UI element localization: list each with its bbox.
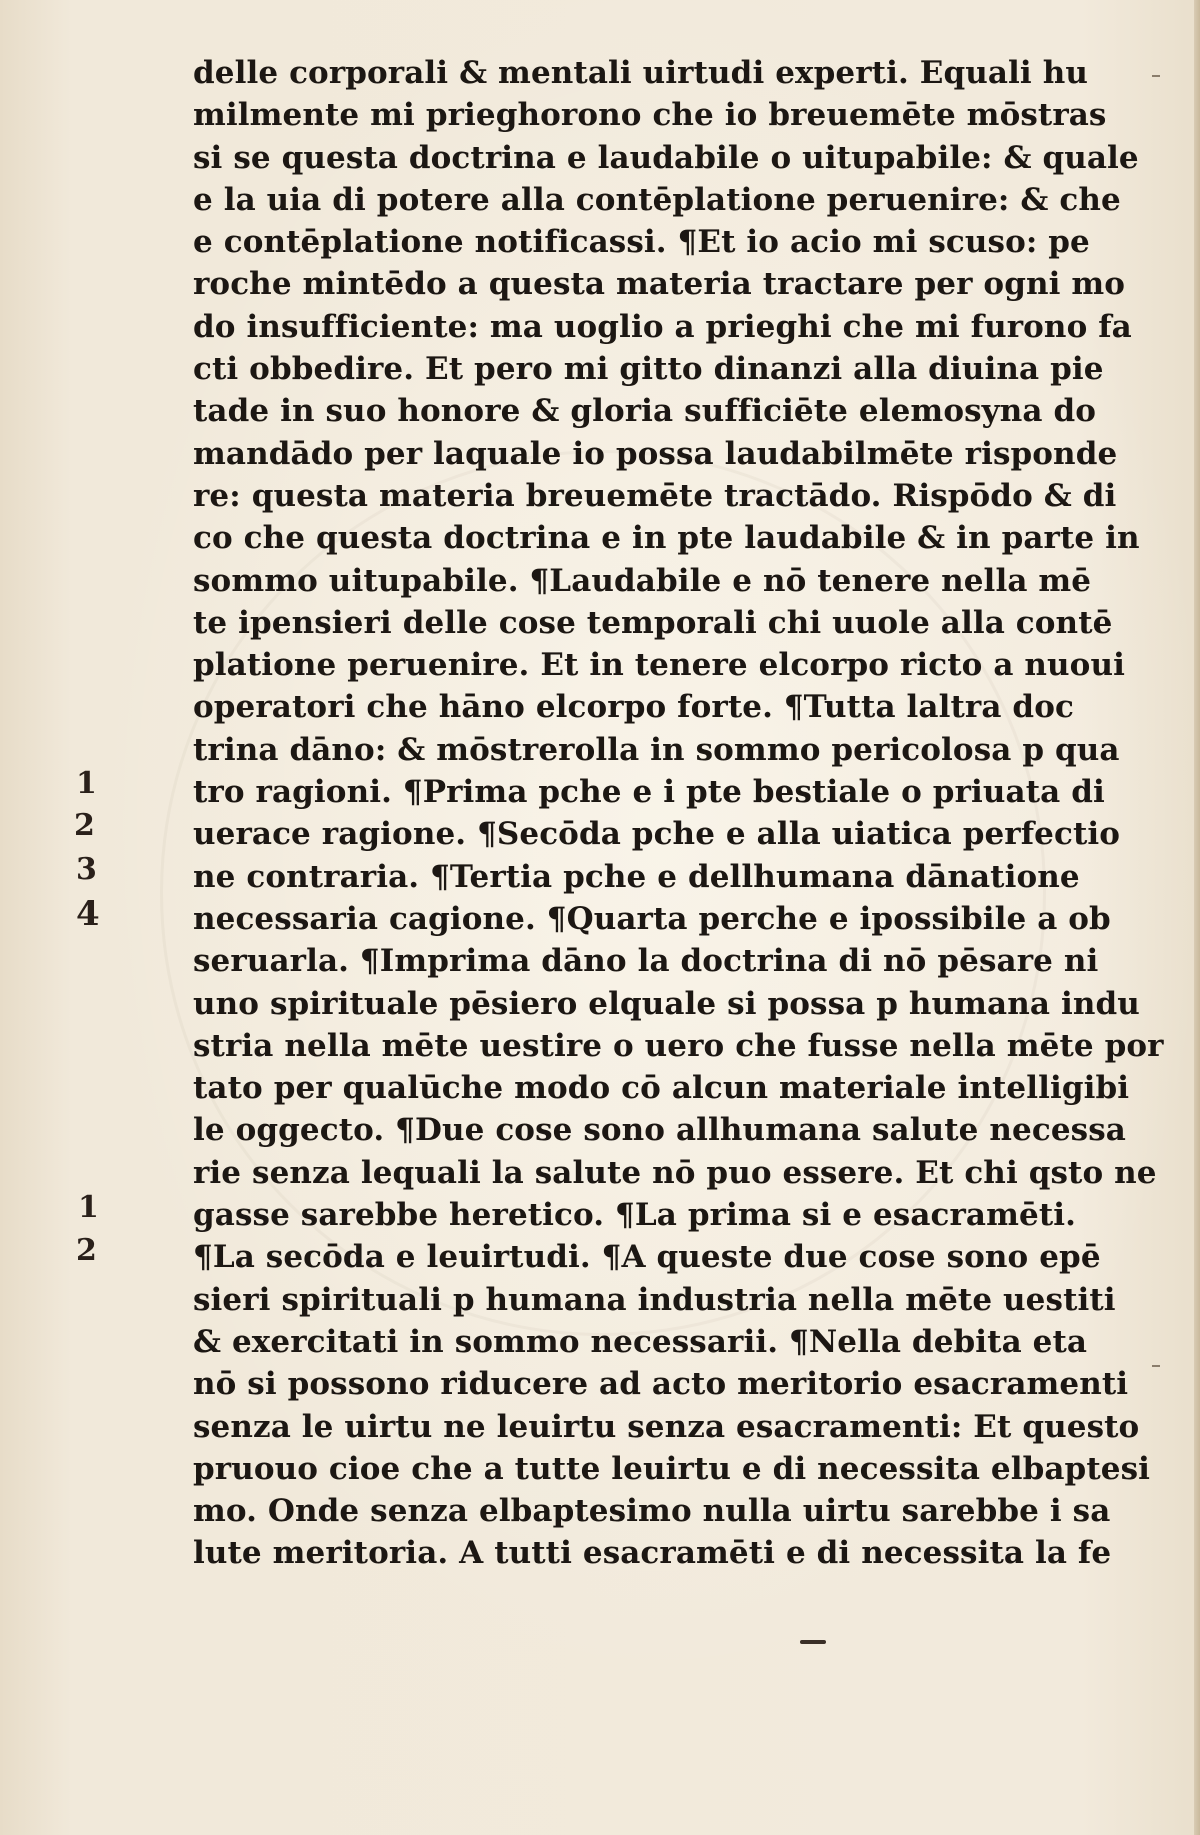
text-line: milmente mi prieghorono che io breuemēte mōstras bbox=[193, 97, 1107, 134]
text-line: uno spirituale pēsiero elquale si possa p humana indu bbox=[193, 985, 1140, 1022]
text-line: mandādo per laquale io possa laudabilmēte risponde bbox=[193, 435, 1118, 472]
text-line: senza le uirtu ne leuirtu senza esacramenti: Et questo bbox=[193, 1408, 1140, 1445]
margin-number: 2 bbox=[76, 1233, 97, 1268]
text-line: sommo uitupabile. ¶Laudabile e nō tenere nella mē bbox=[193, 562, 1092, 599]
text-line: e la uia di potere alla contēplatione peruenire: & che bbox=[193, 181, 1121, 218]
text-line: roche mintēdo a questa materia tractare per ogni mo bbox=[193, 266, 1126, 303]
text-line: ¶La secōda e leuirtudi. ¶A queste due cose sono epē bbox=[193, 1239, 1101, 1276]
text-line: & exercitati in sommo necessarii. ¶Nella debita eta bbox=[193, 1323, 1088, 1360]
margin-number: 2 bbox=[74, 808, 95, 843]
edge-mark bbox=[1152, 1365, 1160, 1367]
margin-number: 3 bbox=[76, 852, 97, 887]
text-line: delle corporali & mentali uirtudi experti. Equali hu bbox=[193, 55, 1088, 91]
text-line: sieri spirituali p humana industria nella mēte uestiti bbox=[193, 1281, 1116, 1318]
text-line: tade in suo honore & gloria sufficiēte elemosyna do bbox=[193, 393, 1097, 430]
text-line: cti obbedire. Et pero mi gitto dinanzi alla diuina pie bbox=[193, 351, 1104, 388]
margin-number: 4 bbox=[76, 894, 100, 934]
ink-mark bbox=[800, 1640, 826, 1644]
page-edge bbox=[1194, 0, 1200, 1835]
text-line: trina dāno: & mōstrerolla in sommo pericolosa p qua bbox=[193, 731, 1120, 768]
text-line: si se questa doctrina e laudabile o uitupabile: & quale bbox=[193, 139, 1139, 176]
edge-mark bbox=[1152, 75, 1160, 77]
text-line: te ipensieri delle cose temporali chi uuole alla contē bbox=[193, 604, 1113, 641]
text-line: stria nella mēte uestire o uero che fusse nella mēte por bbox=[193, 1027, 1164, 1064]
text-line: necessaria cagione. ¶Quarta perche e ipossibile a ob bbox=[193, 900, 1111, 937]
text-line: e contēplatione notificassi. ¶Et io acio mi scuso: pe bbox=[193, 224, 1090, 261]
text-block bbox=[193, 52, 1164, 1575]
margin-number: 1 bbox=[76, 766, 97, 801]
text-line: gasse sarebbe heretico. ¶La prima si e esacramēti. bbox=[193, 1197, 1077, 1234]
text-line: ne contraria. ¶Tertia pche e dellhumana dānatione bbox=[193, 858, 1080, 895]
text-line: platione peruenire. Et in tenere elcorpo ricto a nuoui bbox=[193, 647, 1125, 684]
text-line: le oggecto. ¶Due cose sono allhumana salute necessa bbox=[193, 1112, 1126, 1149]
text-line: mo. Onde senza elbaptesimo nulla uirtu sarebbe i sa bbox=[193, 1493, 1111, 1530]
margin-number: 1 bbox=[78, 1190, 99, 1225]
text-line: rie senza lequali la salute nō puo essere. Et chi qsto ne bbox=[193, 1154, 1157, 1191]
text-line: tato per qualūche modo cō alcun materiale intelligibi bbox=[193, 1070, 1130, 1107]
text-line: co che questa doctrina e in pte laudabile & in parte in bbox=[193, 520, 1140, 557]
text-line: pruouo cioe che a tutte leuirtu e di necessita elbaptesi bbox=[193, 1450, 1151, 1487]
text-line: operatori che hāno elcorpo forte. ¶Tutta laltra doc bbox=[193, 689, 1074, 726]
text-line: re: questa materia breuemēte tractādo. Rispōdo & di bbox=[193, 477, 1117, 514]
text-line: lute meritoria. A tutti esacramēti e di necessita la fe bbox=[193, 1535, 1112, 1572]
text-line: do insufficiente: ma uoglio a prieghi che mi furono fa bbox=[193, 308, 1132, 345]
text-line: tro ragioni. ¶Prima pche e i pte bestiale o priuata di bbox=[193, 774, 1105, 811]
text-line: nō si possono riducere ad acto meritorio esacramenti bbox=[193, 1366, 1129, 1403]
text-line: seruarla. ¶Imprima dāno la doctrina di nō pēsare ni bbox=[193, 943, 1099, 980]
text-line: uerace ragione. ¶Secōda pche e alla uiatica perfectio bbox=[193, 816, 1121, 853]
